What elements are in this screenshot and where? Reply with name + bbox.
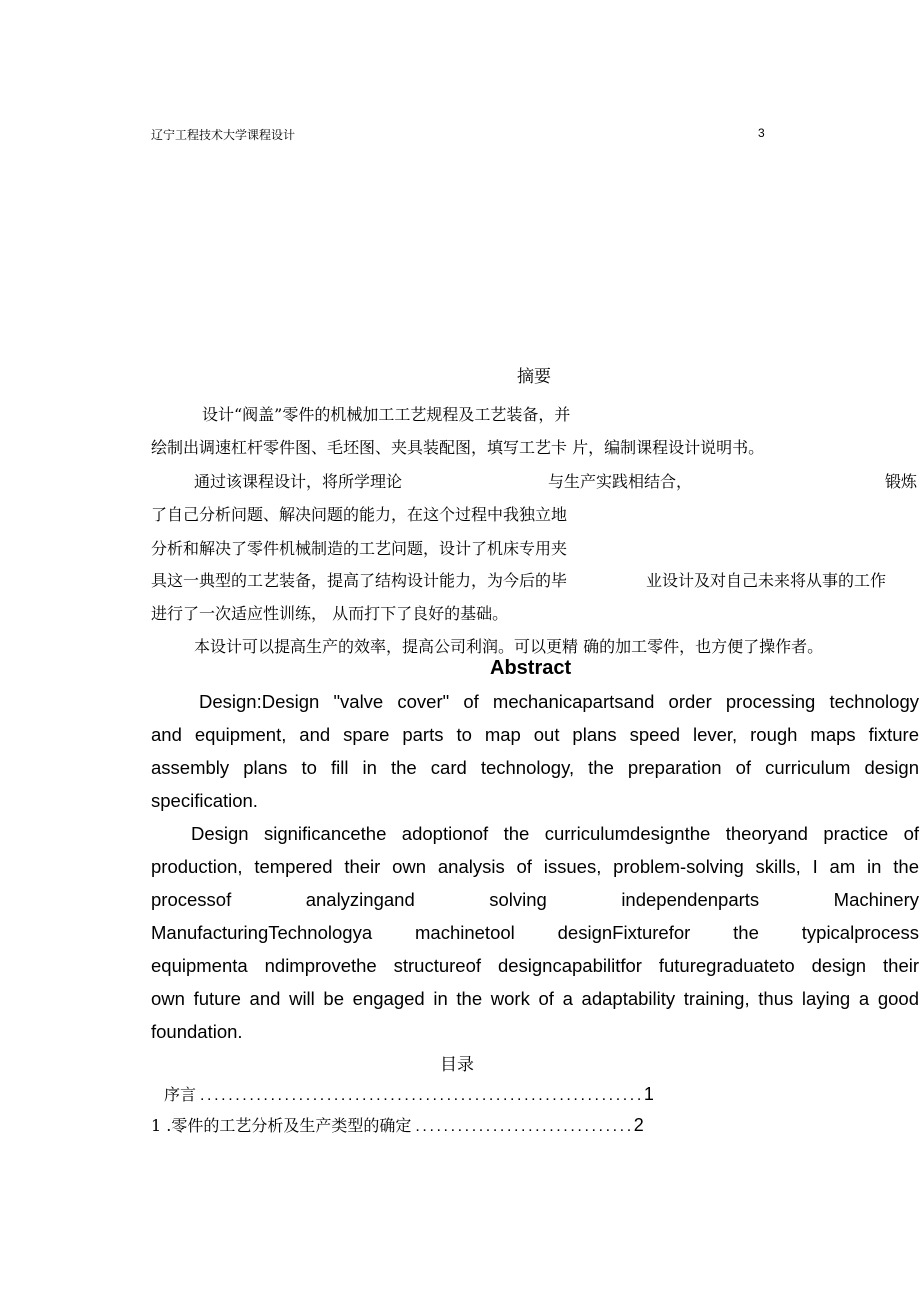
running-header: 辽宁工程技术大学课程设计 bbox=[151, 128, 296, 142]
toc-entry-label: 1 .零件的工艺分析及生产类型的确定 bbox=[151, 1116, 412, 1135]
cn-abstract-p3: 本设计可以提高生产的效率，提高公司利润。可以更精 确的加工零件，也方便了操作者。 bbox=[194, 637, 824, 656]
toc-entry-page: 1 bbox=[643, 1084, 654, 1104]
en-abstract-p2-line: equipmenta ndimprovethe structureof designcapabilitfor futuregraduateto design their bbox=[151, 955, 919, 976]
en-abstract-p2 bbox=[151, 817, 919, 1048]
toc-entry[interactable] bbox=[164, 1082, 654, 1105]
toc-entry-dots: ............................................................... bbox=[200, 1087, 644, 1104]
en-abstract-p2-line: foundation. bbox=[151, 1021, 243, 1042]
cn-abstract-p2-part: 业设计及对自己未来将从事的工作 bbox=[646, 571, 887, 590]
cn-abstract-p2-part: 锻炼 bbox=[885, 472, 918, 491]
cn-abstract-p2-line: 了自己分析问题、解决问题的能力，在这个过程中我独立地 bbox=[151, 505, 568, 524]
en-abstract-p1-line: Design:Design "valve cover" of mechanicapartsand order processing technology bbox=[199, 691, 919, 712]
cn-abstract-p1-line: 绘制出调速杠杆零件图、毛坯图、夹具装配图，填写工艺卡 片，编制课程设计说明书。 bbox=[151, 438, 765, 457]
toc-entry-page: 2 bbox=[633, 1115, 644, 1135]
toc-entry-dots: ............................... bbox=[415, 1118, 634, 1135]
en-abstract-p1-line: assembly plans to fill in the card technology, the preparation of curriculum design bbox=[151, 757, 919, 778]
toc-entry[interactable] bbox=[151, 1113, 644, 1136]
en-abstract-title: Abstract bbox=[490, 657, 572, 679]
en-abstract-p2-line: Design significancethe adoptionof the curriculumdesignthe theoryand practice of bbox=[191, 823, 919, 844]
toc-entry-label: 序言 bbox=[164, 1085, 197, 1104]
toc-title: 目录 bbox=[440, 1055, 474, 1075]
en-abstract-p2-line: processof analyzingand solving independenparts Machinery bbox=[151, 889, 919, 910]
cn-abstract-p2-part: 具这一典型的工艺装备，提高了结构设计能力，为今后的毕 bbox=[151, 571, 568, 590]
en-abstract-p1-line: specification. bbox=[151, 790, 258, 811]
cn-abstract-p2-line: 分析和解决了零件机械制造的工艺问题，设计了机床专用夹 bbox=[151, 539, 568, 558]
en-abstract-p1-line: and equipment, and spare parts to map out plans speed lever, rough maps fixture bbox=[151, 724, 919, 745]
en-abstract-p1 bbox=[151, 685, 919, 817]
cn-abstract-p2-part: 通过该课程设计，将所学理论 bbox=[194, 472, 403, 491]
en-abstract-p2-line: own future and will be engaged in the work of a adaptability training, thus laying a good bbox=[151, 988, 919, 1009]
en-abstract-p2-line: production, tempered their own analysis of issues, problem-solving skills, I am in the bbox=[151, 856, 919, 877]
cn-abstract-title: 摘要 bbox=[517, 367, 551, 387]
cn-abstract-p2-line: 进行了一次适应性训练， 从而打下了良好的基础。 bbox=[151, 604, 509, 623]
header-page-number: 3 bbox=[758, 126, 765, 140]
cn-abstract-p1-line: 设计“阀盖”零件的机械加工工艺规程及工艺装备，并 bbox=[202, 405, 571, 424]
cn-abstract-p2-part: 与生产实践相结合， bbox=[548, 472, 693, 491]
en-abstract-p2-line: ManufacturingTechnologya machinetool designFixturefor the typicalprocess bbox=[151, 922, 919, 943]
